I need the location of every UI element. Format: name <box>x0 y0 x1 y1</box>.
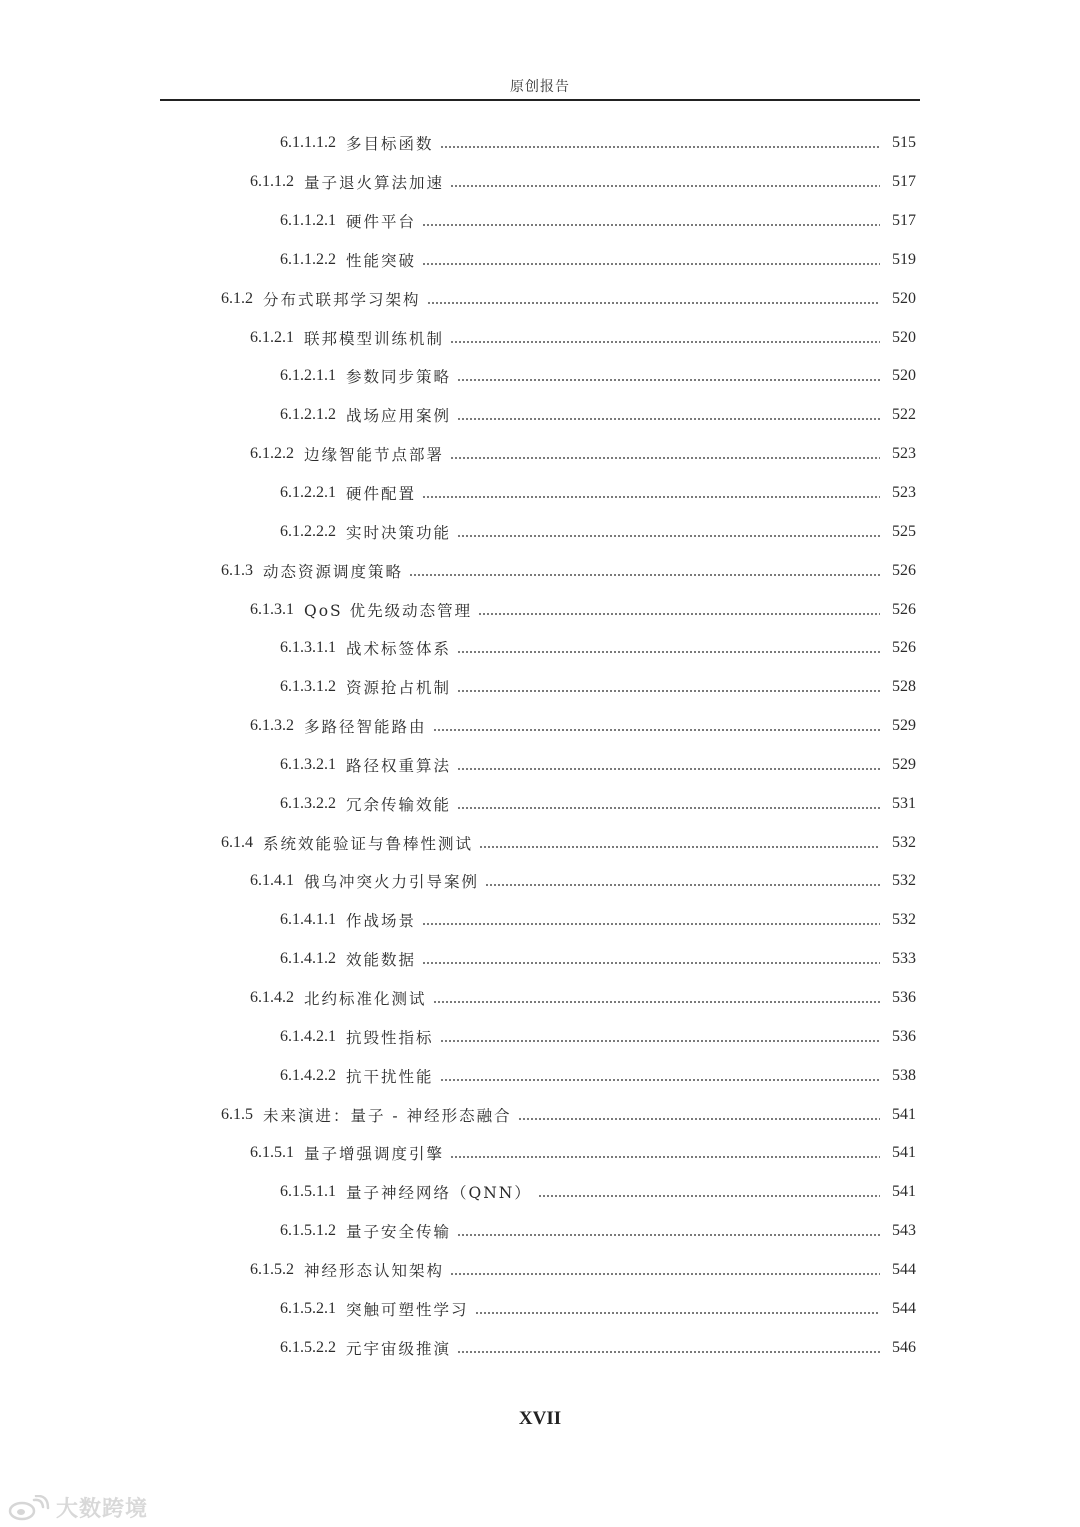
toc-entry-number: 6.1.5.2.2 <box>280 1338 336 1356</box>
toc-entry[interactable] <box>0 1173 1080 1212</box>
toc-entry-title: 未来演进：量子 - 神经形态融合 <box>263 1106 512 1125</box>
toc-entry[interactable] <box>0 1017 1080 1056</box>
toc-entry-title: 量子神经网络（QNN） <box>346 1184 532 1203</box>
toc-entry-title: 抗毁性指标 <box>346 1028 434 1047</box>
toc-dot-leader <box>457 1231 880 1239</box>
toc-entry-number: 6.1.4.1 <box>250 872 294 890</box>
toc-entry-number: 6.1.2.1.2 <box>280 406 336 424</box>
toc-entry-number: 6.1.5.1.2 <box>280 1222 336 1240</box>
toc-entry-number: 6.1.4 <box>221 833 253 851</box>
toc-dot-leader <box>457 687 880 695</box>
toc-entry[interactable] <box>0 202 1080 241</box>
toc-dot-leader <box>433 998 880 1006</box>
toc-entry-number: 6.1.2.1 <box>250 328 294 346</box>
toc-dot-leader <box>409 571 880 579</box>
toc-entry-page: 543 <box>892 1222 916 1240</box>
toc-entry-title: 边缘智能节点部署 <box>304 446 445 465</box>
toc-entry-number: 6.1.3.1.1 <box>280 639 336 657</box>
toc-entry[interactable] <box>0 279 1080 318</box>
header-rule <box>160 99 920 101</box>
toc-entry[interactable] <box>0 435 1080 474</box>
toc-entry-page: 536 <box>892 1027 916 1045</box>
toc-entry[interactable] <box>0 318 1080 357</box>
toc-dot-leader <box>422 260 880 268</box>
toc-entry-page: 529 <box>892 755 916 773</box>
toc-entry-page: 541 <box>892 1144 916 1162</box>
toc-entry-number: 6.1.2.2.2 <box>280 522 336 540</box>
toc-dot-leader <box>457 804 880 812</box>
toc-entry[interactable] <box>0 124 1080 163</box>
toc-entry[interactable] <box>0 1250 1080 1289</box>
toc-entry-page: 520 <box>892 289 916 307</box>
toc-entry[interactable] <box>0 512 1080 551</box>
toc-dot-leader <box>427 299 880 307</box>
toc-entry-title: 动态资源调度策略 <box>263 562 404 581</box>
toc-entry-page: 526 <box>892 600 916 618</box>
toc-entry[interactable] <box>0 707 1080 746</box>
toc-entry[interactable] <box>0 784 1080 823</box>
toc-dot-leader <box>440 143 880 151</box>
toc-dot-leader <box>433 726 880 734</box>
toc-entry-title: 神经形态认知架构 <box>304 1261 445 1280</box>
toc-dot-leader <box>422 493 880 501</box>
toc-entry-page: 531 <box>892 794 916 812</box>
toc-entry[interactable] <box>0 979 1080 1018</box>
toc-dot-leader <box>450 1153 880 1161</box>
toc-entry[interactable] <box>0 241 1080 280</box>
toc-entry-title: 量子安全传输 <box>346 1223 452 1242</box>
watermark <box>8 1492 148 1523</box>
toc-entry-page: 544 <box>892 1299 916 1317</box>
toc-entry-page: 538 <box>892 1066 916 1084</box>
toc-entry[interactable] <box>0 1056 1080 1095</box>
weibo-logo-icon <box>8 1495 50 1521</box>
toc-entry-page: 541 <box>892 1183 916 1201</box>
toc-dot-leader <box>450 338 880 346</box>
toc-entry-title: 俄乌冲突火力引导案例 <box>304 873 480 892</box>
toc-entry[interactable] <box>0 1134 1080 1173</box>
toc-entry-page: 522 <box>892 406 916 424</box>
toc-entry-page: 536 <box>892 988 916 1006</box>
toc-dot-leader <box>450 454 880 462</box>
toc-entry[interactable] <box>0 1289 1080 1328</box>
toc-entry-page: 532 <box>892 911 916 929</box>
toc-entry-page: 533 <box>892 950 916 968</box>
toc-entry[interactable] <box>0 668 1080 707</box>
toc-entry[interactable] <box>0 1095 1080 1134</box>
running-header: 原创报告 <box>510 79 570 95</box>
toc-entry[interactable] <box>0 629 1080 668</box>
watermark-text: 大数跨境 <box>56 1497 149 1522</box>
toc-dot-leader <box>538 1192 880 1200</box>
toc-entry-title: 分布式联邦学习架构 <box>263 290 421 309</box>
toc-entry-title: 系统效能验证与鲁棒性测试 <box>263 834 474 853</box>
toc-entry-title: QoS 优先级动态管理 <box>304 601 473 620</box>
toc-dot-leader <box>450 1270 880 1278</box>
toc-entry-number: 6.1.1.2 <box>250 173 294 191</box>
toc-entry-page: 517 <box>892 212 916 230</box>
toc-entry-page: 532 <box>892 833 916 851</box>
toc-dot-leader <box>457 765 880 773</box>
toc-entry-title: 性能突破 <box>346 251 417 270</box>
toc-dot-leader <box>422 920 880 928</box>
toc-entry-page: 526 <box>892 561 916 579</box>
toc-dot-leader <box>457 532 880 540</box>
toc-entry-number: 6.1.5.1 <box>250 1144 294 1162</box>
toc-entry-page: 517 <box>892 173 916 191</box>
toc-entry-page: 526 <box>892 639 916 657</box>
toc-dot-leader <box>440 1037 880 1045</box>
toc-entry-page: 544 <box>892 1260 916 1278</box>
toc-entry-title: 量子退火算法加速 <box>304 174 445 193</box>
toc-entry-page: 529 <box>892 717 916 735</box>
toc-entry-title: 参数同步策略 <box>346 368 452 387</box>
toc-entry-title: 量子增强调度引擎 <box>304 1145 445 1164</box>
toc-entry-number: 6.1.3.2.1 <box>280 755 336 773</box>
toc-entry-title: 战术标签体系 <box>346 640 452 659</box>
toc-dot-leader <box>518 1115 880 1123</box>
toc-dot-leader <box>440 1076 880 1084</box>
toc-entry-title: 资源抢占机制 <box>346 679 452 698</box>
toc-dot-leader <box>450 182 880 190</box>
toc-entry-page: 520 <box>892 328 916 346</box>
toc-entry[interactable] <box>0 1328 1080 1367</box>
toc-entry-title: 突触可塑性学习 <box>346 1300 469 1319</box>
toc-dot-leader <box>457 648 880 656</box>
toc-entry-page: 519 <box>892 250 916 268</box>
toc-entry-number: 6.1.1.2.1 <box>280 212 336 230</box>
toc-entry-number: 6.1.4.2.2 <box>280 1066 336 1084</box>
toc-entry[interactable] <box>0 396 1080 435</box>
toc-entry-title: 硬件平台 <box>346 213 417 232</box>
toc-entry-number: 6.1.5.1.1 <box>280 1183 336 1201</box>
toc-entry-number: 6.1.2.1.1 <box>280 367 336 385</box>
toc-dot-leader <box>485 881 880 889</box>
toc-entry-title: 多路径智能路由 <box>304 718 427 737</box>
toc-dot-leader <box>475 1309 880 1317</box>
toc-entry-page: 523 <box>892 484 916 502</box>
toc-entry[interactable] <box>0 862 1080 901</box>
toc-entry-number: 6.1.5 <box>221 1105 253 1123</box>
toc-entry-title: 实时决策功能 <box>346 523 452 542</box>
toc-entry-number: 6.1.4.2 <box>250 988 294 1006</box>
toc-entry-number: 6.1.5.2.1 <box>280 1299 336 1317</box>
toc-entry-title: 北约标准化测试 <box>304 989 427 1008</box>
toc-entry-title: 战场应用案例 <box>346 407 452 426</box>
toc-entry-number: 6.1.3.1.2 <box>280 678 336 696</box>
toc-entry-number: 6.1.3.2 <box>250 717 294 735</box>
toc-entry-title: 硬件配置 <box>346 485 417 504</box>
toc-entry-number: 6.1.2.2 <box>250 445 294 463</box>
toc-dot-leader <box>457 376 880 384</box>
toc-dot-leader <box>422 221 880 229</box>
toc-entry-title: 冗余传输效能 <box>346 795 452 814</box>
toc-entry[interactable] <box>0 357 1080 396</box>
toc-entry-title: 元宇宙级推演 <box>346 1339 452 1358</box>
toc-entry[interactable] <box>0 163 1080 202</box>
toc-entry-number: 6.1.1.2.2 <box>280 250 336 268</box>
toc-entry-number: 6.1.5.2 <box>250 1260 294 1278</box>
toc-entry-number: 6.1.4.2.1 <box>280 1027 336 1045</box>
toc-entry-number: 6.1.2.2.1 <box>280 484 336 502</box>
toc-entry-page: 520 <box>892 367 916 385</box>
toc-dot-leader <box>422 959 880 967</box>
toc-entry-page: 525 <box>892 522 916 540</box>
toc-entry[interactable] <box>0 823 1080 862</box>
page-number: XVII <box>518 1408 562 1429</box>
toc-entry-number: 6.1.4.1.1 <box>280 911 336 929</box>
toc-entry-number: 6.1.1.1.2 <box>280 134 336 152</box>
toc-entry-number: 6.1.4.1.2 <box>280 950 336 968</box>
toc-entry[interactable] <box>0 551 1080 590</box>
toc-dot-leader <box>457 415 880 423</box>
toc-entry-page: 532 <box>892 872 916 890</box>
toc-entry-page: 528 <box>892 678 916 696</box>
toc-entry-title: 路径权重算法 <box>346 756 452 775</box>
toc-entry-number: 6.1.3 <box>221 561 253 579</box>
toc-entry-title: 效能数据 <box>346 951 417 970</box>
toc-entry[interactable] <box>0 901 1080 940</box>
toc-entry-title: 多目标函数 <box>346 135 434 154</box>
toc-entry-number: 6.1.3.2.2 <box>280 794 336 812</box>
toc-entry-page: 515 <box>892 134 916 152</box>
toc-entry[interactable] <box>0 746 1080 785</box>
toc-dot-leader <box>478 610 880 618</box>
toc-entry-title: 作战场景 <box>346 912 417 931</box>
toc-entry[interactable] <box>0 940 1080 979</box>
toc-entry-title: 联邦模型训练机制 <box>304 329 445 348</box>
toc-entry-page: 523 <box>892 445 916 463</box>
toc-entry-title: 抗干扰性能 <box>346 1067 434 1086</box>
toc-dot-leader <box>479 843 880 851</box>
toc-entry[interactable] <box>0 590 1080 629</box>
toc-entry-page: 546 <box>892 1338 916 1356</box>
toc-entry[interactable] <box>0 1212 1080 1251</box>
toc-entry-number: 6.1.2 <box>221 289 253 307</box>
toc-entry[interactable] <box>0 474 1080 513</box>
toc-dot-leader <box>457 1348 880 1356</box>
table-of-contents <box>0 124 1080 1367</box>
toc-entry-page: 541 <box>892 1105 916 1123</box>
toc-entry-number: 6.1.3.1 <box>250 600 294 618</box>
